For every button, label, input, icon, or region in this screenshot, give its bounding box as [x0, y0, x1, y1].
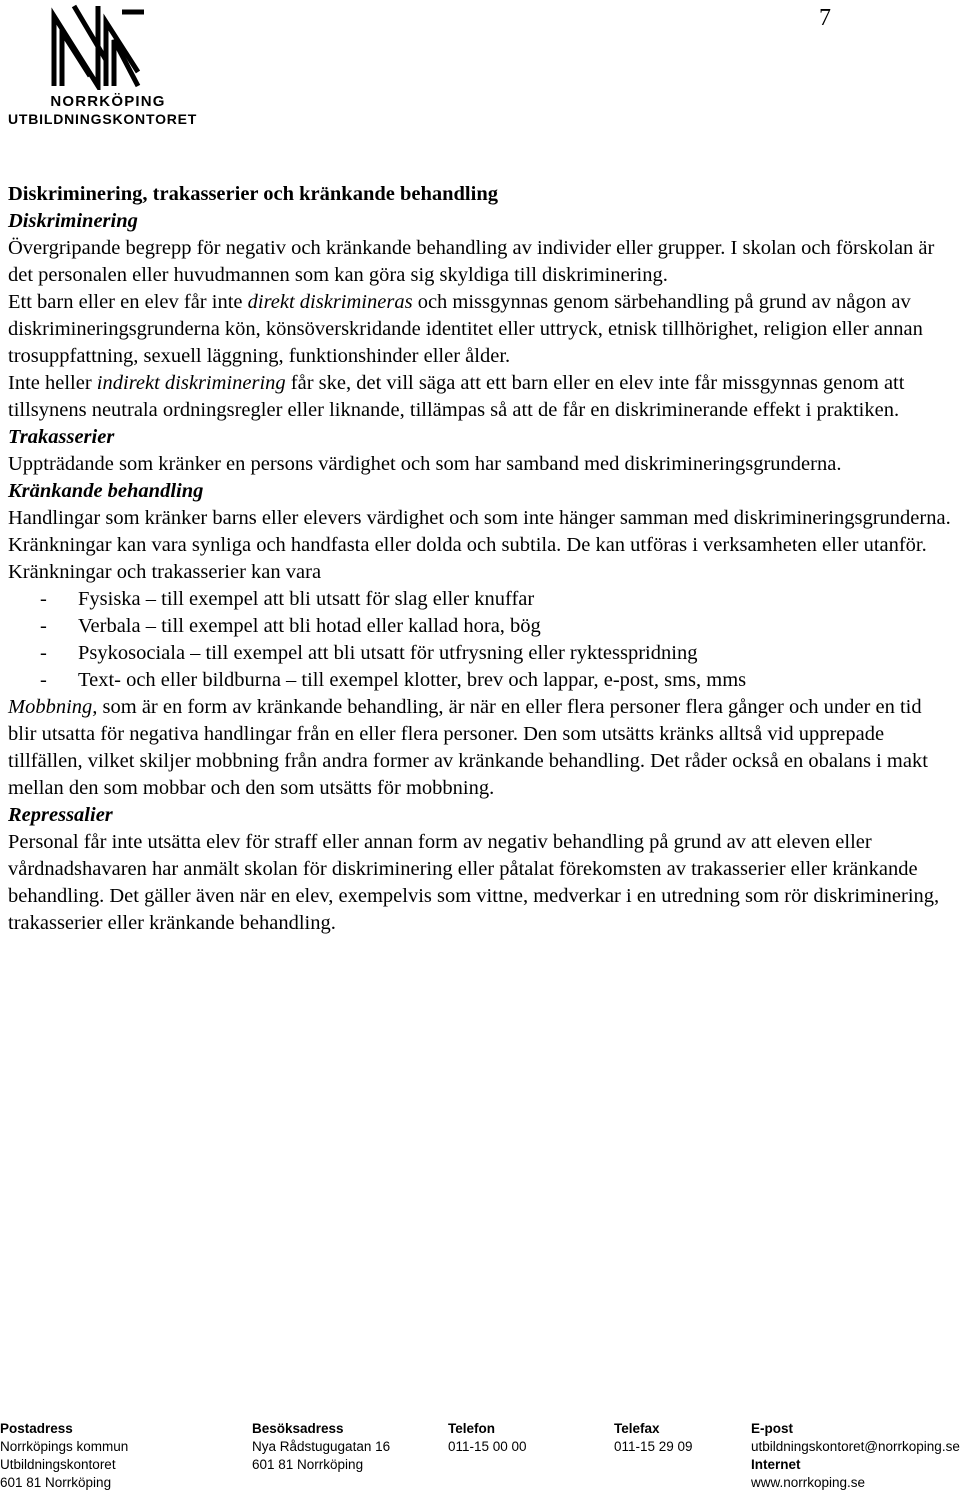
- heading-repressalier: Repressalier: [8, 804, 113, 826]
- page-footer: [0, 1420, 960, 1493]
- list-item-text: Psykosociala – till exempel att bli utsatt för utfrysning eller ryktesspridning: [78, 642, 698, 664]
- logo-subtitle: UTBILDNINGSKONTORET: [8, 111, 198, 127]
- list-item: [8, 586, 953, 613]
- footer-telefon-label: Telefon: [448, 1421, 495, 1436]
- paragraph-diskriminering: Övergripande begrepp för negativ och kränkande behandling av individer eller grupper. I skolan och förskolan är det personalen eller huvudmannen som kan göra sig skyldiga till diskriminering.: [8, 237, 935, 286]
- list-item-text: Verbala – till exempel att bli hotad eller kallad hora, bög: [78, 615, 541, 637]
- paragraph-mobbning: [8, 694, 953, 802]
- paragraph-trakasserier: Uppträdande som kränker en persons värdighet och som har samband med diskrimineringsgrunderna.: [8, 453, 842, 475]
- text-mobbning-italic: Mobbning,: [8, 696, 98, 718]
- footer-internet-label: Internet: [751, 1457, 801, 1472]
- footer-telefax-label: Telefax: [614, 1421, 660, 1436]
- norrkoping-logo: [8, 0, 198, 130]
- norrkoping-logo-mark-icon: [46, 2, 146, 90]
- paragraph-krankande-behandling: Handlingar som kränker barns eller elevers värdighet och som inte hänger samman med diskrimineringsgrunderna. Kränkningar kan vara synliga och handfasta eller dolda och subtila. De kan utföras i verksamheten eller utanför. Kränkningar och trakasserier kan vara: [8, 507, 951, 583]
- document-body: [8, 181, 953, 937]
- footer-besoksadress-line2: 601 81 Norrköping: [252, 1457, 364, 1472]
- text-indirekt-before: Inte heller: [8, 372, 97, 394]
- footer-besoksadress-line1: Nya Rådstugugatan 16: [252, 1439, 391, 1454]
- text-mobbning: som är en form av kränkande behandling, är när en eller flera personer flera gånger och under en tid blir utsatta för negativa handlingar från en eller flera personer. Den som utsätts kränks alltså vid upprepade tillfällen, vilket skiljer mobbning från andra former av kränkande behandling. Det råder också en obalans i makt mellan den som mobbar och den som utsätts för mobbning.: [8, 696, 928, 799]
- list-dash: -: [40, 669, 47, 691]
- footer-internet-value[interactable]: www.norrkoping.se: [751, 1475, 866, 1490]
- page-number: 7: [819, 5, 831, 31]
- footer-postadress: [0, 1420, 128, 1492]
- text-direkt-after: och missgynnas genom särbehandling på grund av någon av diskrimineringsgrunderna kön, könsöverskridande identitet eller uttryck, etnisk tillhörighet, religion eller annan trosuppfattning, sexuell läggning, funktionshinder eller ålder.: [8, 291, 923, 367]
- list-dash: -: [40, 615, 47, 637]
- footer-besoksadress-label: Besöksadress: [252, 1421, 344, 1436]
- footer-telefax: [614, 1420, 693, 1456]
- footer-telefax-value: 011-15 29 09: [614, 1439, 693, 1454]
- paragraph-direkt: [8, 289, 953, 370]
- footer-besoksadress: [252, 1420, 390, 1474]
- heading-trakasserier: Trakasserier: [8, 426, 115, 448]
- footer-telefon-value: 011-15 00 00: [448, 1439, 527, 1454]
- paragraph-repressalier: Personal får inte utsätta elev för straff eller annan form av negativ behandling på grund av att eleven eller vårdnadshavaren har anmält skolan för diskriminering eller påtalat förekomsten av trakasserier eller kränkande behandling. Det gäller även när en elev, exempelvis som vittne, medverkar i en utredning som rör diskriminering, trakasserier eller kränkande behandling.: [8, 831, 940, 934]
- list-dash: -: [40, 588, 47, 610]
- list-dash: -: [40, 642, 47, 664]
- logo-name: NORRKÖPING: [50, 93, 166, 110]
- text-indirekt-italic: indirekt diskriminering: [96, 372, 286, 394]
- list-item-text: Text- och eller bildburna – till exempel klotter, brev och lappar, e-post, sms, mms: [78, 669, 747, 691]
- footer-epost-value[interactable]: utbildningskontoret@norrkoping.se: [751, 1439, 960, 1454]
- footer-telefon: [448, 1420, 527, 1456]
- text-direkt-italic: direkt diskrimineras: [247, 291, 413, 313]
- footer-epost-label: E-post: [751, 1421, 793, 1436]
- heading-diskriminering: Diskriminering: [8, 210, 138, 232]
- paragraph-indirekt: [8, 370, 953, 424]
- footer-postadress-line2: Utbildningskontoret: [0, 1457, 116, 1472]
- footer-postadress-line1: Norrköpings kommun: [0, 1439, 129, 1454]
- heading-krankande-behandling: Kränkande behandling: [8, 480, 204, 502]
- text-indirekt-after: får ske, det vill säga att ett barn eller en elev inte får missgynnas genom att tillsynens neutrala ordningsregler eller liknande, tillämpas så att de får en diskriminerande effekt i praktiken.: [8, 372, 905, 421]
- text-direkt-before: Ett barn eller en elev får inte: [8, 291, 248, 313]
- footer-postadress-line3: 601 81 Norrköping: [0, 1475, 112, 1490]
- page-title: Diskriminering, trakasserier och kränkande behandling: [8, 183, 498, 205]
- list-item: [8, 613, 953, 640]
- list-item: [8, 640, 953, 667]
- list-item: [8, 667, 953, 694]
- list-item-text: Fysiska – till exempel att bli utsatt för slag eller knuffar: [78, 588, 535, 610]
- krankningar-list: [8, 586, 953, 694]
- footer-postadress-label: Postadress: [0, 1421, 73, 1436]
- footer-epost: [751, 1420, 960, 1492]
